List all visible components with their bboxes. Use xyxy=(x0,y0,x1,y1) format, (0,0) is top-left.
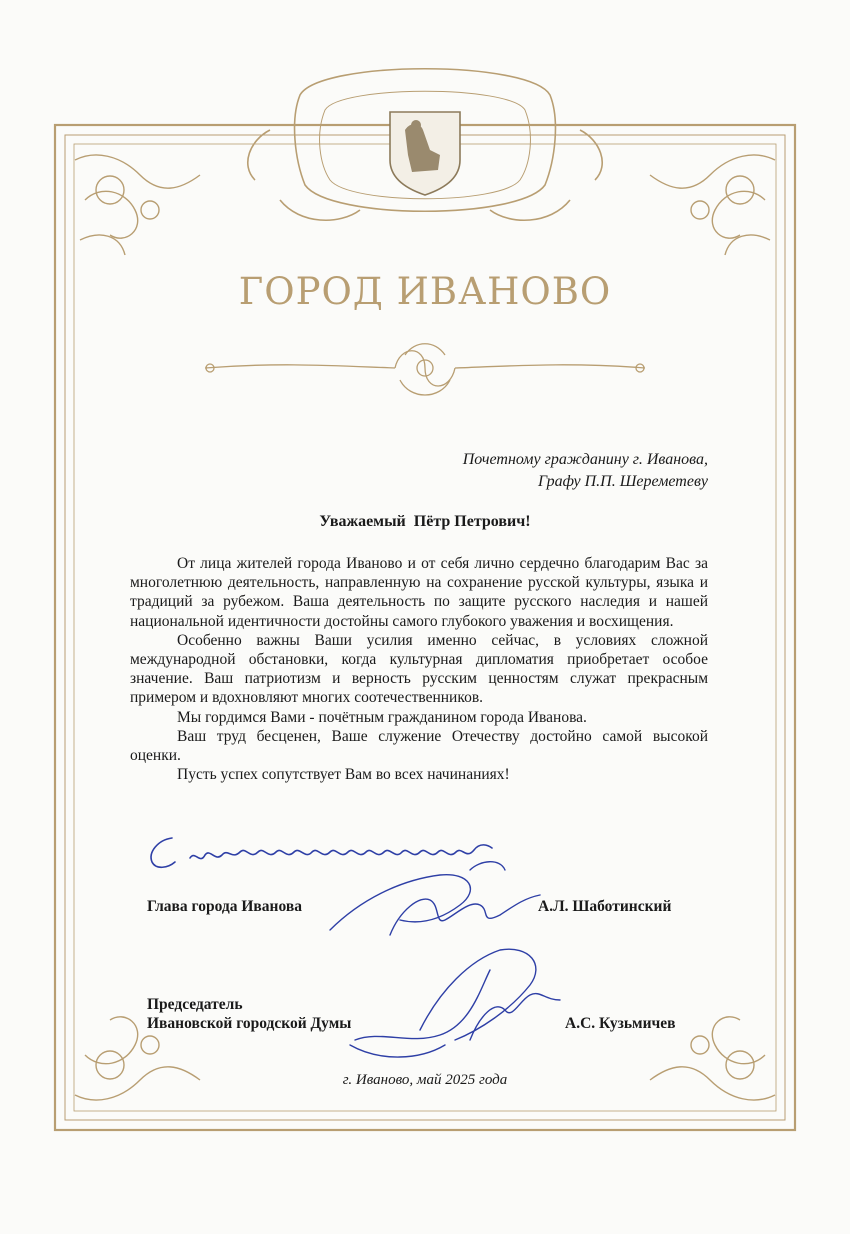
city-title: ГОРОД ИВАНОВО xyxy=(238,270,612,313)
corner-ornament-top-right xyxy=(650,155,775,255)
signatory-2-position-line-1: Председатель xyxy=(147,996,243,1013)
letter-body xyxy=(130,554,708,784)
signatory-2-position-line-2: Ивановской городской Думы xyxy=(147,1015,352,1032)
signatory-2-name: А.С. Кузьмичев xyxy=(565,1015,676,1032)
addressee-line-2: Графу П.П. Шереметеву xyxy=(538,473,708,490)
addressee-line-1: Почетному гражданину г. Иванова, xyxy=(462,451,708,468)
title-divider-flourish xyxy=(205,344,645,395)
paragraph: Ваш труд бесценен, Ваше служение Отечеству достойно самой высокой оценки. xyxy=(130,727,708,765)
paragraph: Мы гордимся Вами - почётным гражданином города Иванова. xyxy=(177,708,587,726)
greeting: Уважаемый Пётр Петрович! xyxy=(319,513,531,530)
place-and-date: г. Иваново, май 2025 года xyxy=(342,1072,508,1088)
addressee-block xyxy=(463,449,708,493)
coat-of-arms-shield xyxy=(390,112,460,195)
paragraph: От лица жителей города Иваново и от себя лично сердечно благодарим Вас за многолетнюю деятельность, направленную на сохранение русской культуры, языка и традиций за рубежом. Ваша деятельность по защите русского наследия и нашей национальной идентичности достойны самого глубокого уважения и восхищения. xyxy=(130,555,708,630)
signatory-1-name: А.Л. Шаботинский xyxy=(538,898,672,915)
corner-ornament-top-left xyxy=(75,155,200,255)
paragraph: Пусть успех сопутствует Вам во всех начинаниях! xyxy=(177,766,510,784)
paragraph: Особенно важны Ваши усилия именно сейчас, в условиях сложной международной обстановки, когда культурная дипломатия приобретает особое значение. Ваш патриотизм и верность русским ценностям служат прекрасным примером и вдохновляют многих соотечественников. xyxy=(130,631,708,707)
signatory-1-position: Глава города Иванова xyxy=(147,898,302,915)
